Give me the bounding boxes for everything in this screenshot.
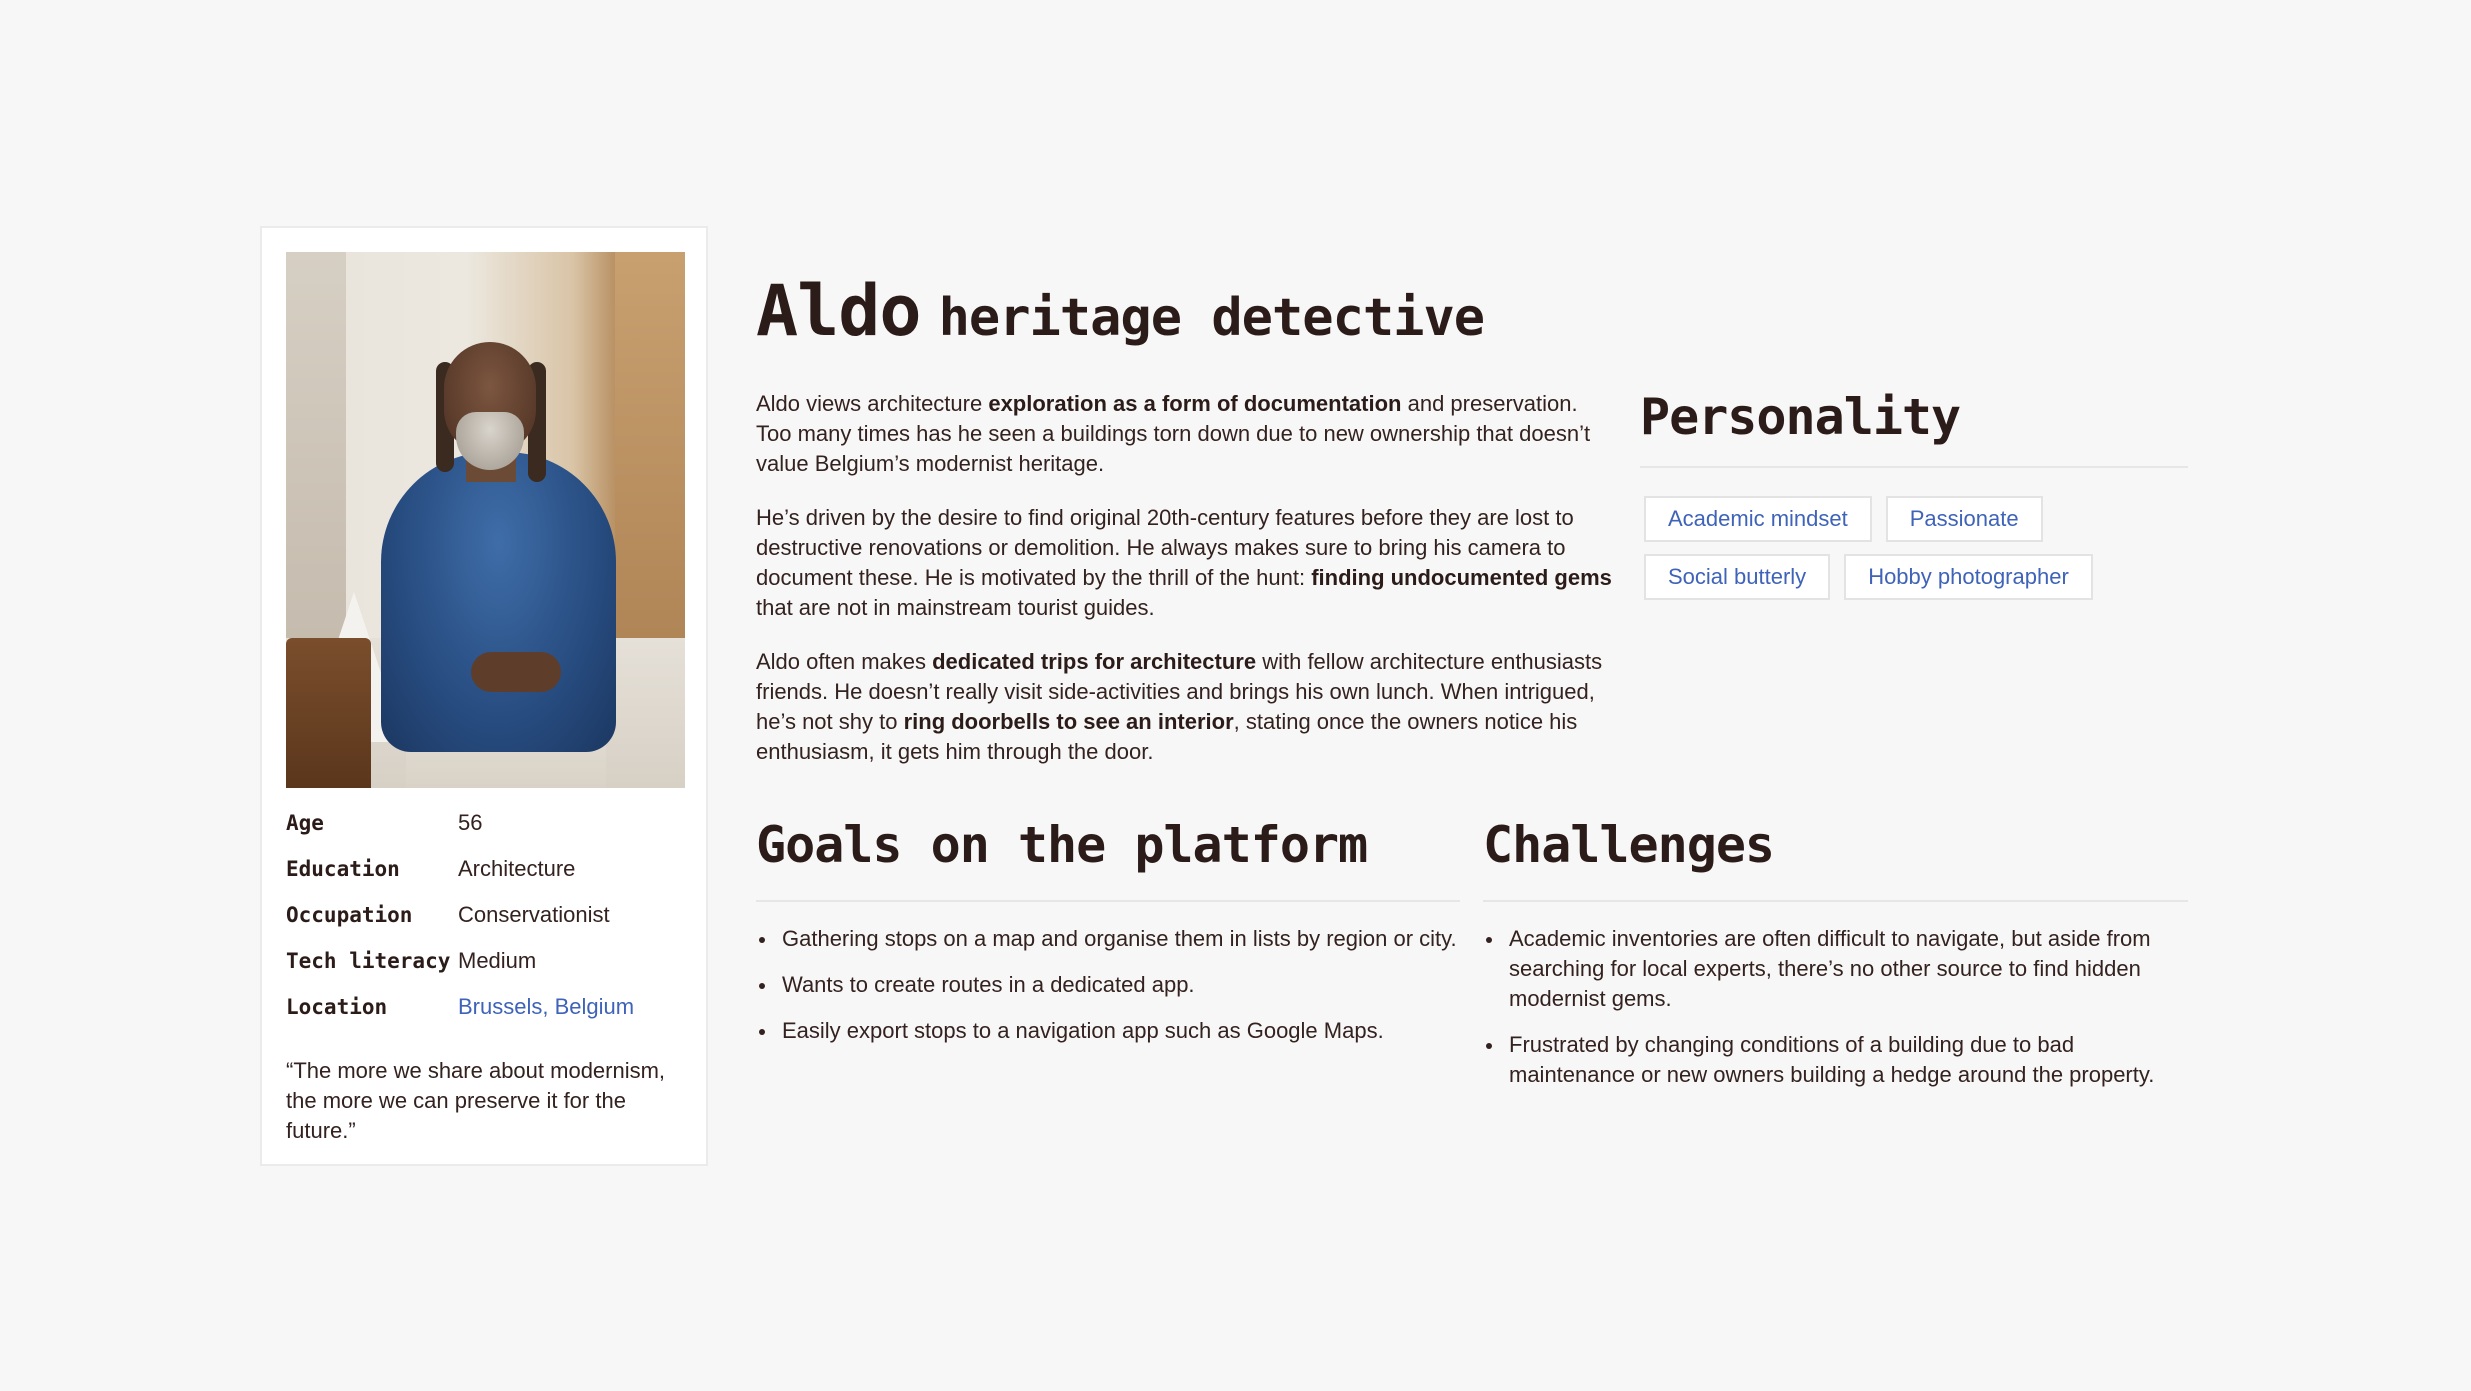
fact-tech-literacy (286, 948, 682, 994)
profile-card (260, 226, 708, 1166)
fact-education (286, 856, 682, 902)
fact-value: Conservationist (458, 902, 610, 927)
fact-location (286, 994, 682, 1040)
profile-facts (286, 810, 682, 1040)
section-divider (756, 900, 1460, 902)
personality-title: Personality (1640, 388, 1961, 446)
profile-photo (286, 252, 685, 788)
tag: Hobby photographer (1844, 554, 2093, 600)
persona-title (756, 270, 1484, 352)
goals-section (756, 810, 1460, 1062)
challenges-title: Challenges (1483, 816, 1775, 874)
persona-role: heritage detective (938, 288, 1485, 348)
challenges-list (1483, 924, 2188, 1090)
list-item: Academic inventories are often difficult to navigate, but aside from searching for local experts, there’s no other source to find hidden modernist gems. (1483, 924, 2188, 1014)
tag: Academic mindset (1644, 496, 1872, 542)
challenges-section (1483, 810, 2188, 1106)
list-item: Wants to create routes in a dedicated app. (756, 970, 1460, 1000)
bio-paragraph: He’s driven by the desire to find original 20th-century features before they are lost to destructive renovations or demolition. He always makes sure to bring his camera to document these. He is motivated by the thrill of the hunt: finding undocumented gems that are not in mainstream tourist guides. (756, 505, 1612, 620)
fact-label: Location (286, 995, 388, 1019)
location-link[interactable]: Brussels, Belgium (458, 994, 635, 1019)
bio-paragraph: Aldo views architecture exploration as a form of documentation and preservation. Too many times has he seen a buildings torn down due to new ownership that doesn’t value Belgium’s modernist heritage. (756, 391, 1591, 476)
persona-quote: “The more we share about modernism, the more we can preserve it for the future.” (286, 1058, 666, 1143)
fact-label: Tech literacy (286, 949, 451, 973)
list-item: Gathering stops on a map and organise them in lists by region or city. (756, 924, 1460, 954)
list-item: Frustrated by changing conditions of a building due to bad maintenance or new owners building a hedge around the property. (1483, 1030, 2188, 1090)
goals-list (756, 924, 1460, 1046)
personality-tags (1644, 496, 2184, 612)
goals-title: Goals on the platform (756, 816, 1368, 874)
list-item: Easily export stops to a navigation app such as Google Maps. (756, 1016, 1460, 1046)
section-divider (1483, 900, 2188, 902)
persona-bio (756, 389, 1616, 791)
section-divider (1640, 466, 2188, 468)
fact-label: Age (286, 811, 324, 835)
fact-age (286, 810, 682, 856)
personality-section (1640, 382, 2188, 612)
tag: Passionate (1886, 496, 2043, 542)
fact-label: Education (286, 857, 400, 881)
fact-value: 56 (458, 810, 483, 835)
fact-value: Architecture (458, 856, 576, 881)
fact-value: Medium (458, 948, 537, 973)
fact-label: Occupation (286, 903, 413, 927)
fact-occupation (286, 902, 682, 948)
tag: Social butterly (1644, 554, 1830, 600)
bio-paragraph: Aldo often makes dedicated trips for architecture with fellow architecture enthusiasts friends. He doesn’t really visit side-activities and brings his own lunch. When intrigued, he’s not shy to ring doorbells to see an interior, stating once the owners notice his enthusiasm, it gets him through the door. (756, 649, 1603, 764)
persona-name: Aldo (756, 270, 921, 352)
